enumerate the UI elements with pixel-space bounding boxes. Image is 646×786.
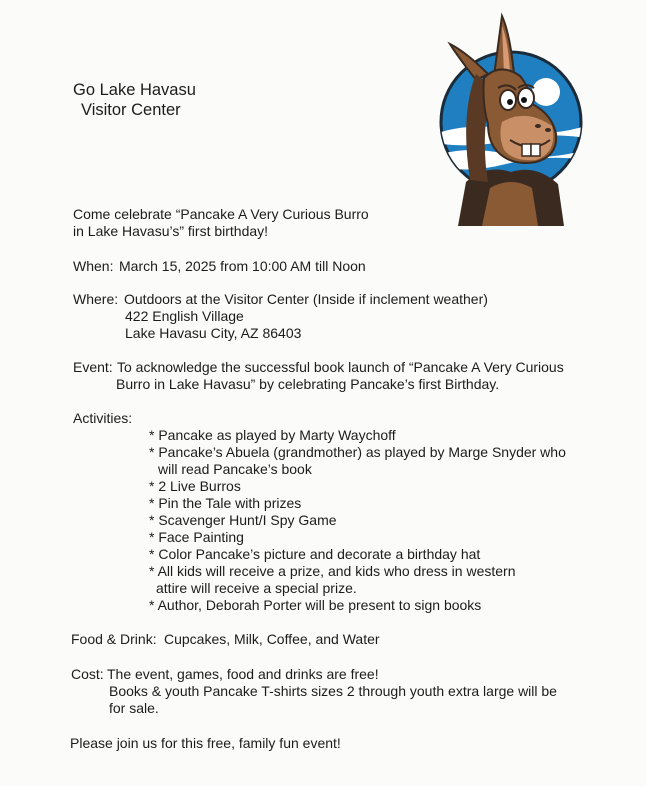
where-label: Where: (73, 291, 119, 307)
when-value: March 15, 2025 from 10:00 AM till Noon (119, 258, 366, 274)
cost-line2: Books & youth Pancake T-shirts sizes 2 through youth extra large will be (109, 683, 557, 699)
intro-line1: Come celebrate “Pancake A Very Curious Burro (73, 206, 369, 222)
cost-line3: for sale. (109, 700, 159, 716)
list-item: * Pancake’s Abuela (grandmother) as played by Marge Snyder who (149, 444, 566, 460)
cost-line1: The event, games, food and drinks are free! (107, 666, 379, 682)
list-item: * Face Painting (149, 529, 244, 545)
event-line1: To acknowledge the successful book launch of “Pancake A Very Curious (117, 359, 564, 375)
where-line3: Lake Havasu City, AZ 86403 (125, 325, 302, 341)
where-line2: 422 English Village (125, 308, 244, 324)
event-label: Event: (73, 359, 113, 375)
intro-line2: in Lake Havasu’s” first birthday! (73, 223, 269, 239)
list-item: * Scavenger Hunt/I Spy Game (149, 512, 337, 528)
org-name-line1: Go Lake Havasu (73, 81, 196, 99)
org-name-line2: Visitor Center (81, 101, 181, 119)
food-value: Cupcakes, Milk, Coffee, and Water (164, 631, 380, 647)
closing-text: Please join us for this free, family fun event! (70, 735, 341, 751)
list-item: * Pin the Tale with prizes (149, 495, 302, 511)
food-label: Food & Drink: (71, 631, 157, 647)
list-item: attire will receive a special prize. (156, 580, 357, 596)
list-item: * Author, Deborah Porter will be present to sign books (149, 597, 482, 613)
event-line2: Burro in Lake Havasu” by celebrating Pancake’s first Birthday. (116, 376, 500, 392)
cost-label: Cost: (71, 666, 104, 682)
when-label: When: (73, 258, 114, 274)
burro-mascot-icon (436, 4, 586, 228)
list-item: * Pancake as played by Marty Waychoff (149, 427, 396, 443)
list-item: * Color Pancake’s picture and decorate a birthday hat (149, 546, 481, 562)
list-item: will read Pancake’s book (158, 461, 312, 477)
activities-label: Activities: (73, 410, 133, 426)
list-item: * All kids will receive a prize, and kids who dress in western (149, 563, 516, 579)
list-item: * 2 Live Burros (149, 478, 241, 494)
where-line1: Outdoors at the Visitor Center (Inside if inclement weather) (124, 291, 488, 307)
